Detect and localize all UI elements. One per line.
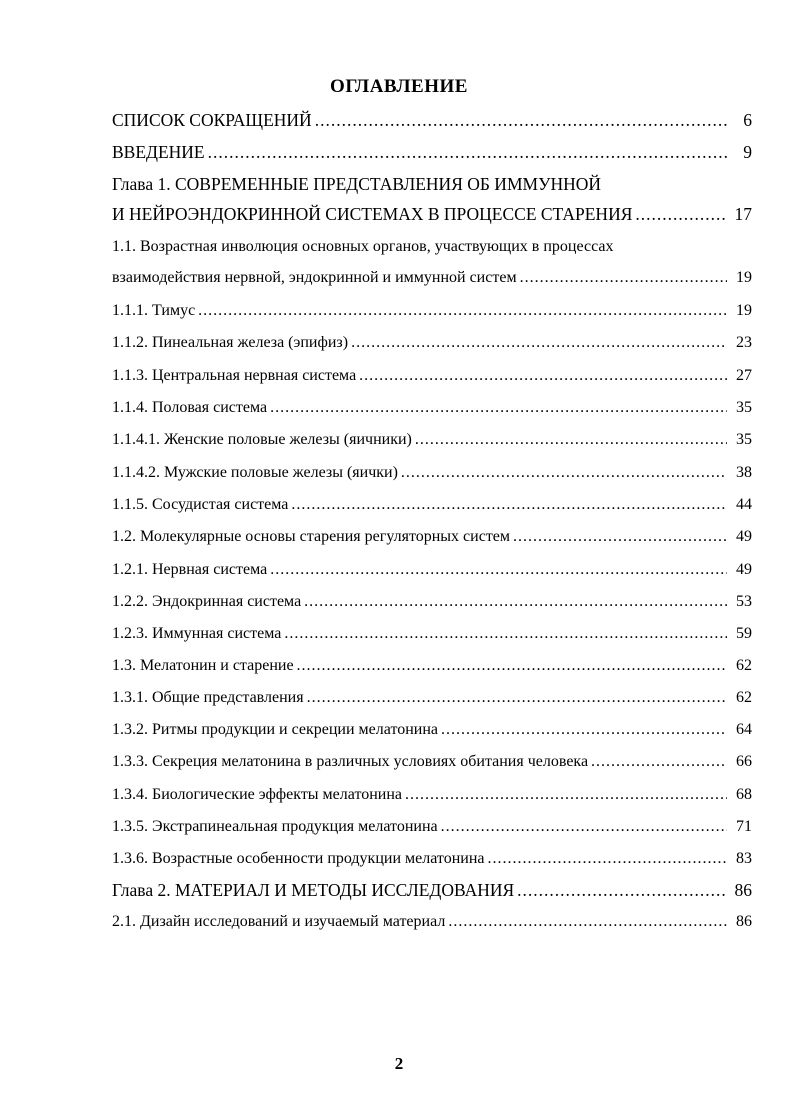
toc-entry xyxy=(112,464,752,490)
toc-entry-title: И НЕЙРОЭНДОКРИННОЙ СИСТЕМАХ В ПРОЦЕССЕ СТАРЕНИЯ xyxy=(112,204,633,224)
toc-entry-page: 35 xyxy=(736,431,752,448)
toc-entry-title: 1.1.2. Пинеальная железа (эпифиз) xyxy=(112,334,349,351)
dot-leader xyxy=(405,786,727,804)
dot-leader xyxy=(415,431,727,449)
toc-entry-title: СПИСОК СОКРАЩЕНИЙ xyxy=(112,110,312,130)
toc-entry xyxy=(112,204,752,230)
toc-entry xyxy=(112,880,752,906)
toc-entry-page: 68 xyxy=(736,786,752,803)
toc-entry xyxy=(112,786,752,812)
toc-entry-title: 1.1.4. Половая система xyxy=(112,399,268,416)
dot-leader xyxy=(307,689,727,707)
dot-leader xyxy=(351,334,727,352)
toc-entry-page: 19 xyxy=(736,302,752,319)
toc-entry-page: 86 xyxy=(734,880,752,900)
toc-entry xyxy=(112,110,752,136)
toc-entry-title: 1.2. Молекулярные основы старения регуляторных систем xyxy=(112,528,511,545)
toc-entry-page: 62 xyxy=(736,689,752,706)
toc-entry-page: 49 xyxy=(736,561,752,578)
toc-entry-title-line1: Глава 1. СОВРЕМЕННЫЕ ПРЕДСТАВЛЕНИЯ ОБ ИММУННОЙ xyxy=(112,174,602,194)
toc-entry-page: 38 xyxy=(736,464,752,481)
toc-entry xyxy=(112,528,752,554)
toc-entry xyxy=(112,689,752,715)
toc-entry-page: 53 xyxy=(736,593,752,610)
toc-entry-page: 35 xyxy=(736,399,752,416)
toc-entry xyxy=(112,657,752,683)
dot-leader xyxy=(270,561,727,579)
toc-entry xyxy=(112,850,752,876)
toc-entry-title: 1.1.5. Сосудистая система xyxy=(112,496,289,513)
toc-entry-title: 1.2.1. Нервная система xyxy=(112,561,268,578)
dot-leader xyxy=(359,367,727,385)
toc-entry xyxy=(112,399,752,425)
dot-leader xyxy=(635,204,727,225)
dot-leader xyxy=(291,496,727,514)
toc-entry-title: 1.1.1. Тимус xyxy=(112,302,196,319)
page-title: ОГЛАВЛЕНИЕ xyxy=(330,76,468,97)
toc-entry-page: 44 xyxy=(736,496,752,513)
toc-entry-page: 19 xyxy=(736,269,752,286)
toc-entry xyxy=(112,721,752,747)
toc-entry xyxy=(112,142,752,168)
dot-leader xyxy=(198,302,727,320)
dot-leader xyxy=(448,913,727,931)
dot-leader xyxy=(513,528,727,546)
page-number: 2 xyxy=(394,1054,404,1073)
toc-entry xyxy=(112,334,752,360)
dot-leader xyxy=(517,880,727,901)
toc-entry-title: 1.3.1. Общие представления xyxy=(112,689,304,706)
toc-entry-title: 1.1.3. Центральная нервная система xyxy=(112,367,357,384)
dot-leader xyxy=(284,625,727,643)
toc-entry-title: 1.3.6. Возрастные особенности продукции мелатонина xyxy=(112,850,485,867)
toc-entry-title: взаимодействия нервной, эндокринной и иммунной систем xyxy=(112,269,517,286)
toc-entry-title: Глава 2. МАТЕРИАЛ И МЕТОДЫ ИССЛЕДОВАНИЯ xyxy=(112,880,515,900)
toc-entry-page: 23 xyxy=(736,334,752,351)
toc-entry-page: 59 xyxy=(736,625,752,642)
toc-entry-title: 1.3.5. Экстрапинеальная продукция мелатонина xyxy=(112,818,438,835)
toc-entry-title: 1.3. Мелатонин и старение xyxy=(112,657,294,674)
toc-entry-title: ВВЕДЕНИЕ xyxy=(112,142,205,162)
toc-entry-title: 2.1. Дизайн исследований и изучаемый материал xyxy=(112,913,446,930)
toc-entry-title: 1.3.2. Ритмы продукции и секреции мелатонина xyxy=(112,721,439,738)
dot-leader xyxy=(487,850,727,868)
toc-entry-page: 83 xyxy=(736,850,752,867)
toc-entry-title: 1.3.4. Биологические эффекты мелатонина xyxy=(112,786,403,803)
toc-entry xyxy=(112,753,752,779)
dot-leader xyxy=(441,721,727,739)
toc-entry-page: 62 xyxy=(736,657,752,674)
toc-entry xyxy=(112,269,752,295)
dot-leader xyxy=(270,399,727,417)
toc-entry-page: 6 xyxy=(743,110,752,130)
toc-entry xyxy=(112,561,752,587)
toc-entry-title: 1.3.3. Секреция мелатонина в различных условиях обитания человека xyxy=(112,753,589,770)
dot-leader xyxy=(441,818,727,836)
dot-leader xyxy=(208,142,727,163)
toc-entry xyxy=(112,913,752,939)
toc-entry-title: 1.2.2. Эндокринная система xyxy=(112,593,302,610)
toc-entry xyxy=(112,496,752,522)
toc-entry xyxy=(112,367,752,393)
toc-entry xyxy=(112,593,752,619)
toc-entry-title-line1: 1.1. Возрастная инволюция основных органов, участвующих в процессах xyxy=(112,238,614,255)
toc-entry-title: 1.1.4.2. Мужские половые железы (яички) xyxy=(112,464,398,481)
toc-entry-title: 1.1.4.1. Женские половые железы (яичники) xyxy=(112,431,412,448)
dot-leader xyxy=(520,269,727,287)
toc-entry-title: 1.2.3. Иммунная система xyxy=(112,625,282,642)
toc-entry-page: 17 xyxy=(734,204,752,224)
toc-entry-page: 66 xyxy=(736,753,752,770)
toc-entry-page: 27 xyxy=(736,367,752,384)
toc-entry xyxy=(112,431,752,457)
dot-leader xyxy=(315,110,727,131)
toc-entry xyxy=(112,625,752,651)
toc-entry xyxy=(112,818,752,844)
toc-entry-page: 9 xyxy=(743,142,752,162)
dot-leader xyxy=(304,593,727,611)
toc-entry-page: 49 xyxy=(736,528,752,545)
dot-leader xyxy=(591,753,727,771)
dot-leader xyxy=(297,657,727,675)
toc-entry-page: 71 xyxy=(736,818,752,835)
toc-entry xyxy=(112,302,752,328)
toc-entry-page: 64 xyxy=(736,721,752,738)
toc-entry-page: 86 xyxy=(736,913,752,930)
dot-leader xyxy=(401,464,727,482)
